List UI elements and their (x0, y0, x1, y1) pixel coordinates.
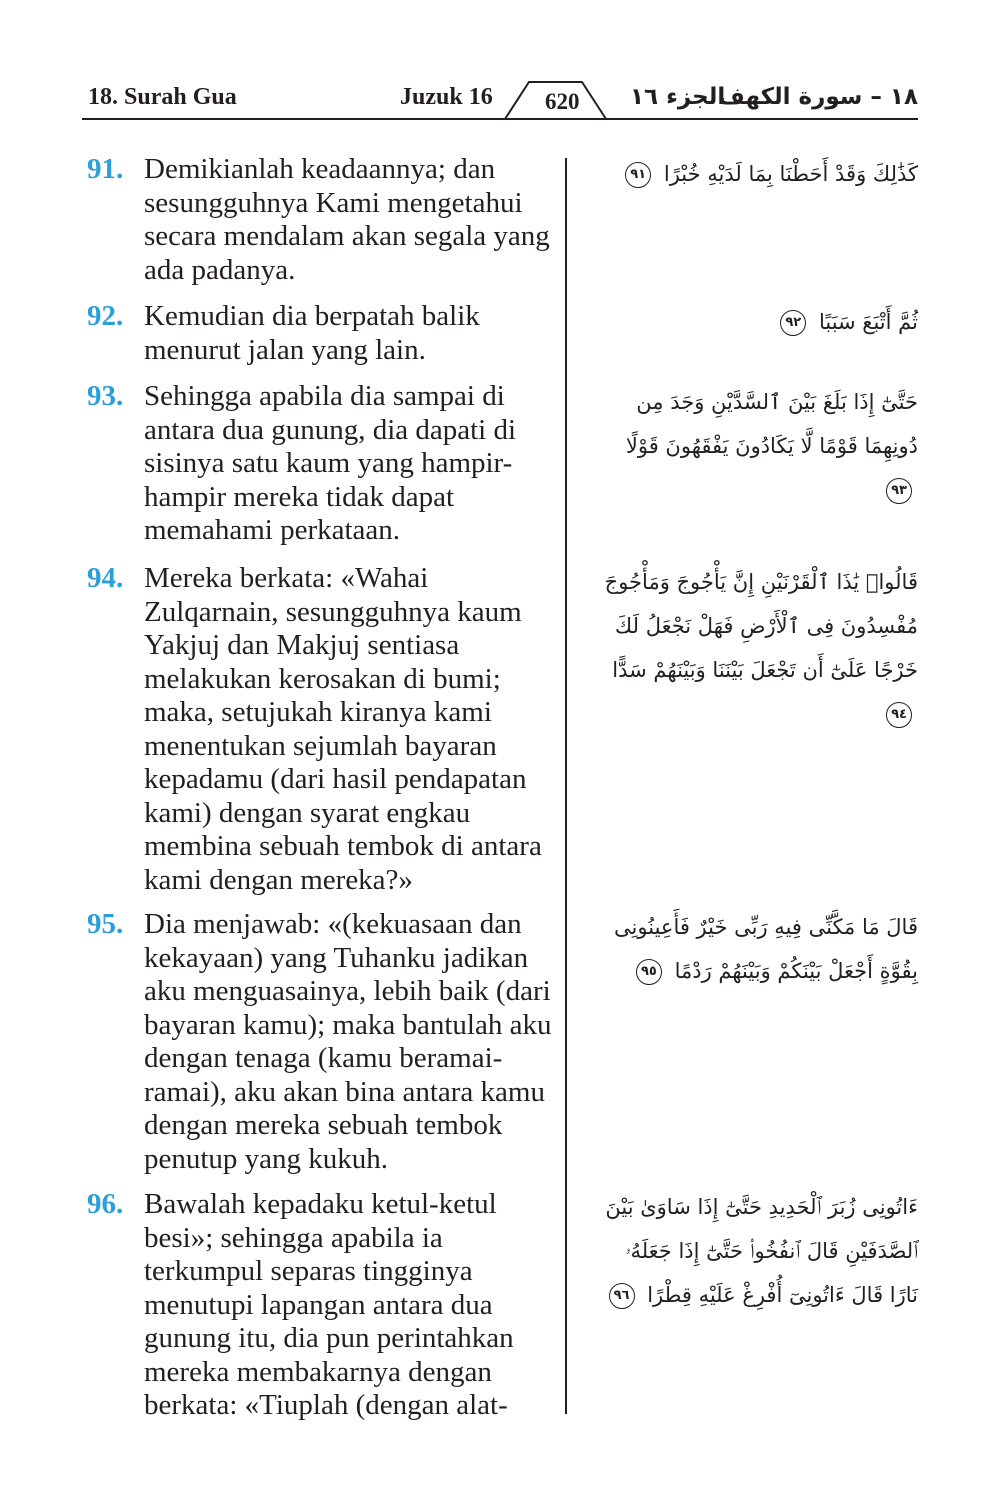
ayah-marker: ٩٢ (780, 310, 806, 336)
verse-number: 93. (87, 380, 124, 412)
verse-number: 91. (87, 153, 124, 185)
verse-translation (87, 380, 562, 548)
verse-arabic (592, 1185, 918, 1317)
verse-translation (87, 1188, 562, 1423)
arabic-text: كَذَٰلِكَ وَقَدْ أَحَطْنَا بِمَا لَدَيْهِ خُبْرًا (663, 162, 918, 186)
verse-arabic (592, 152, 918, 196)
verse-arabic (592, 380, 918, 512)
verse-translation (87, 300, 562, 367)
arabic-text: قَالَ مَا مَكَّنِّى فِيهِ رَبِّى خَيْرٌ فَأَعِينُونِى بِقُوَّةٍ أَجْعَلْ بَيْنَكُمْ وَبَيْنَهُمْ رَدْمًا (614, 915, 918, 983)
column-divider (565, 158, 567, 1414)
translation-text: Demikianlah keadaannya; dan sesungguhnya Kami mengetahui secara mendalam akan segala yang ada padanya. (144, 153, 550, 286)
page-number: 620 (545, 89, 580, 114)
verse-number: 94. (87, 562, 124, 594)
page-header (82, 70, 918, 130)
verse-translation (87, 153, 562, 287)
surah-title-latin: 18. Surah Gua (88, 84, 237, 110)
translation-text: Kemudian dia berpatah balik menurut jalan yang lain. (144, 300, 480, 366)
translation-text: Mereka berkata: «Wahai Zulqarnain, sesungguhnya kaum Yakjuj dan Makjuj sentiasa melakukan kerosakan di bumi; maka, setujukah kiranya kami menentukan sejumlah bayaran kepadamu (dari hasil pendapatan kami) dengan syarat engkau membina sebuah tembok di antara kami dengan mereka?» (144, 562, 542, 896)
ayah-marker: ٩٥ (636, 959, 662, 985)
arabic-text: ءَاتُونِى زُبَرَ ٱلْحَدِيدِ حَتَّىٰٓ إِذَا سَاوَىٰ بَيْنَ ٱلصَّدَفَيْنِ قَالَ ٱنفُخُوا۟ حَتَّىٰٓ إِذَا جَعَلَهُۥ نَارًا قَالَ ءَاتُونِىٓ أُفْرِغْ عَلَيْهِ قِطْرًا (605, 1195, 918, 1307)
verse-translation (87, 908, 562, 1176)
arabic-text: حَتَّىٰٓ إِذَا بَلَغَ بَيْنَ ٱلسَّدَّيْنِ وَجَدَ مِن دُونِهِمَا قَوْمًا لَّا يَكَادُونَ يَفْقَهُونَ قَوْلًا (625, 390, 918, 458)
ayah-marker: ٩٣ (886, 478, 912, 504)
verse-number: 96. (87, 1188, 124, 1220)
translation-text: Sehingga apabila dia sampai di antara dua gunung, dia dapati di sisinya satu kaum yang hampir-hampir mereka tidak dapat memahami perkataan. (144, 380, 517, 546)
translation-text: Bawalah kepadaku ketul-ketul besi»; sehingga apabila ia terkumpul separas tingginya menutupi lapangan antara dua gunung itu, dia pun perintahkan mereka membakarnya dengan berkata: «Tiuplah (dengan alat- (144, 1188, 514, 1421)
translation-text: Dia menjawab: «(kekuasaan dan kekayaan) yang Tuhanku jadikan aku menguasainya, lebih baik (dari bayaran kamu); maka bantulah aku dengan tenaga (kamu beramai-ramai), aku akan bina antara kamu dengan mereka sebuah tembok penutup yang kukuh. (144, 908, 552, 1175)
verse-number: 92. (87, 300, 124, 332)
verse-translation (87, 562, 562, 897)
verse-arabic (592, 560, 918, 736)
arabic-text: قَالُوا۟ يَٰذَا ٱلْقَرْنَيْنِ إِنَّ يَأْجُوجَ وَمَأْجُوجَ مُفْسِدُونَ فِى ٱلْأَرْضِ فَهَلْ نَجْعَلُ لَكَ خَرْجًا عَلَىٰٓ أَن تَجْعَلَ بَيْنَنَا وَبَيْنَهُمْ سَدًّا (604, 570, 918, 682)
ayah-marker: ٩٤ (886, 702, 912, 728)
verse-arabic (592, 905, 918, 993)
juz-label-latin: Juzuk 16 (400, 84, 493, 110)
verse-number: 95. (87, 908, 124, 940)
arabic-text: ثُمَّ أَتْبَعَ سَبَبًا (818, 310, 918, 334)
juz-label-arabic: الجزء ١٦ (630, 84, 726, 110)
verse-arabic (592, 300, 918, 344)
surah-title-arabic: ١٨ – سورة الكهف (718, 84, 918, 110)
ayah-marker: ٩٦ (609, 1283, 635, 1309)
ayah-marker: ٩١ (625, 162, 651, 188)
